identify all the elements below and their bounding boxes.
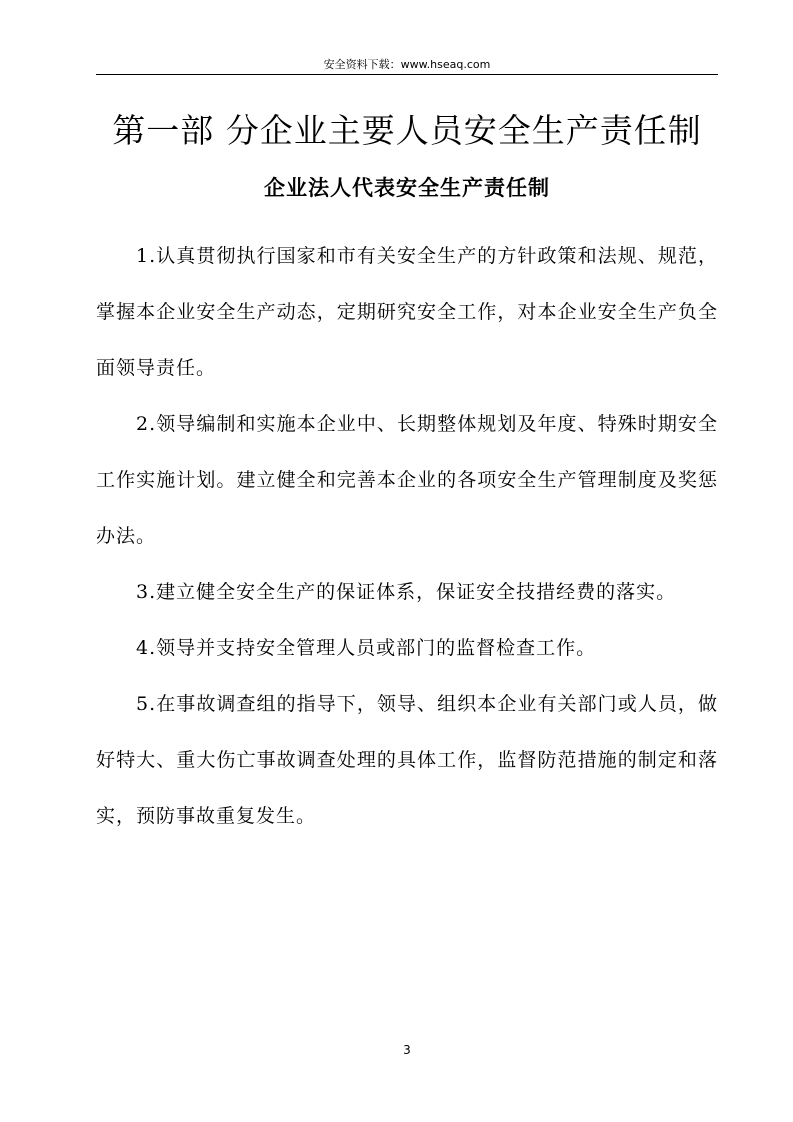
document-subtitle: 企业法人代表安全生产责任制 [264,176,550,200]
document-body [96,228,718,844]
paragraph-1: 1.认真贯彻执行国家和市有关安全生产的方针政策和法规、规范，掌握本企业安全生产动态，定期研究安全工作，对本企业安全生产负全面领导责任。 [96,245,718,379]
paragraph-4: 4.领导并支持安全管理人员或部门的监督检查工作。 [136,637,597,659]
header-divider [96,74,718,75]
paragraph-2: 2.领导编制和实施本企业中、长期整体规划及年度、特殊时期安全工作实施计划。建立健全和完善本企业的各项安全生产管理制度及奖惩办法。 [96,413,718,547]
paragraph-3: 3.建立健全安全生产的保证体系，保证安全技措经费的落实。 [136,581,677,603]
page-number: 3 [403,1043,411,1057]
paragraph-5: 5.在事故调查组的指导下，领导、组织本企业有关部门或人员，做好特大、重大伤亡事故调查处理的具体工作，监督防范措施的制定和落实，预防事故重复发生。 [96,693,718,827]
document-title: 第一部 分企业主要人员安全生产责任制 [112,111,702,150]
page-header: 安全资料下载：www.hseaq.com [323,58,491,71]
